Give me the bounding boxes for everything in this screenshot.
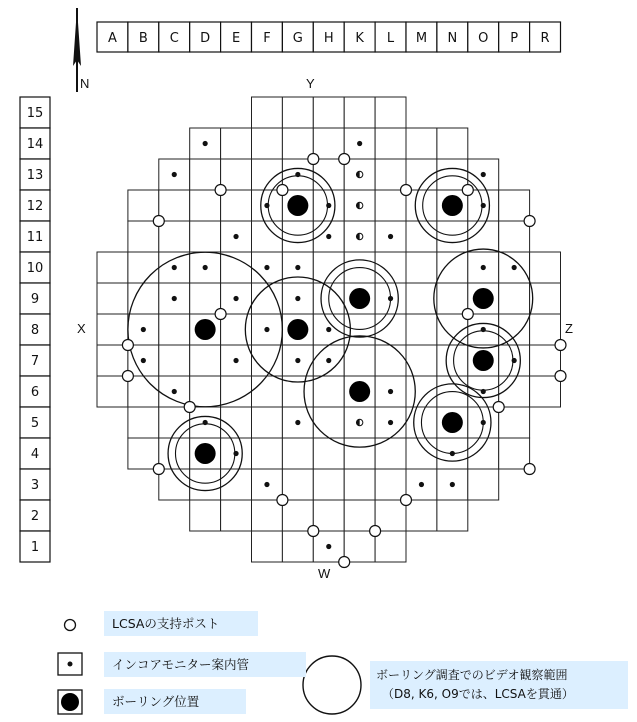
core-cell	[375, 500, 406, 531]
core-cell	[530, 283, 561, 314]
core-cell	[406, 252, 437, 283]
incore-guide-icon	[326, 327, 331, 332]
legend-guide-dot-icon	[68, 662, 73, 667]
core-cell	[375, 531, 406, 562]
core-cell	[313, 500, 344, 531]
lcsa-post-icon	[524, 216, 535, 227]
incore-guide-icon	[172, 296, 177, 301]
column-label: G	[292, 31, 303, 46]
core-cell	[159, 221, 190, 252]
core-cell	[128, 376, 159, 407]
incore-guide-icon	[264, 265, 269, 270]
core-cell	[406, 283, 437, 314]
incore-guide-icon	[326, 544, 331, 549]
column-label: K	[355, 31, 364, 46]
boring-position-icon	[442, 412, 463, 433]
incore-guide-icon	[264, 327, 269, 332]
legend-range-circle-icon	[303, 656, 361, 714]
core-cell	[530, 314, 561, 345]
column-label: D	[200, 31, 211, 46]
core-cell	[159, 190, 190, 221]
core-cell	[468, 438, 499, 469]
incore-guide-icon	[172, 172, 177, 177]
lcsa-post-icon	[215, 309, 226, 320]
core-cell	[282, 128, 313, 159]
core-cell	[252, 407, 283, 438]
boring-position-icon	[195, 319, 216, 340]
core-cell	[406, 314, 437, 345]
column-label: C	[169, 31, 179, 46]
incore-guide-icon	[481, 327, 486, 332]
row-label: 5	[30, 416, 40, 431]
core-cell	[375, 159, 406, 190]
column-label: H	[323, 31, 334, 46]
row-label: 8	[30, 323, 40, 338]
lcsa-post-icon	[524, 464, 535, 475]
direction-bottom: W	[318, 566, 331, 581]
core-cell	[190, 221, 221, 252]
row-label: 9	[30, 292, 40, 307]
direction-top: Y	[306, 76, 315, 91]
core-cell	[406, 128, 437, 159]
column-label: O	[478, 31, 489, 46]
column-label: P	[510, 31, 519, 46]
column-label: L	[386, 31, 395, 46]
lcsa-post-icon	[555, 371, 566, 382]
row-label: 3	[30, 478, 40, 493]
direction-left: X	[77, 321, 86, 336]
north-label: N	[80, 76, 90, 91]
incore-guide-icon	[388, 296, 393, 301]
core-cell	[282, 469, 313, 500]
core-cell	[437, 221, 468, 252]
core-cell	[282, 438, 313, 469]
incore-guide-icon	[357, 141, 362, 146]
incore-guide-icon	[141, 327, 146, 332]
incore-guide-icon	[203, 420, 208, 425]
row-label: 14	[26, 137, 44, 152]
incore-guide-icon	[481, 420, 486, 425]
core-cell	[313, 97, 344, 128]
lcsa-post-icon	[339, 557, 350, 568]
core-cell	[159, 438, 190, 469]
core-cell	[313, 469, 344, 500]
incore-guide-icon	[388, 389, 393, 394]
incore-guide-icon	[481, 265, 486, 270]
incore-guide-icon	[419, 482, 424, 487]
core-cell	[252, 376, 283, 407]
core-cell	[252, 97, 283, 128]
lcsa-post-icon	[462, 185, 473, 196]
incore-guide-icon	[264, 203, 269, 208]
core-cell	[313, 128, 344, 159]
incore-guide-icon	[172, 389, 177, 394]
column-label: E	[231, 31, 241, 46]
legend-boring-position: ボーリング位置	[104, 689, 246, 714]
core-cell	[375, 469, 406, 500]
boring-position-icon	[442, 195, 463, 216]
core-cell	[128, 283, 159, 314]
boring-position-icon	[349, 381, 370, 402]
boring-position-icon	[349, 288, 370, 309]
lcsa-post-icon	[493, 402, 504, 413]
core-cell	[128, 190, 159, 221]
lcsa-post-icon	[308, 154, 319, 165]
core-cell	[530, 345, 561, 376]
legend-video-range-line2: （D8, K6, O9では、LCSAを貫通）	[382, 687, 574, 701]
incore-guide-icon	[233, 358, 238, 363]
row-header	[20, 97, 50, 562]
core-cell	[221, 376, 252, 407]
lcsa-post-icon	[462, 309, 473, 320]
core-cell	[128, 252, 159, 283]
core-cell	[190, 376, 221, 407]
core-cell	[375, 190, 406, 221]
row-label: 11	[26, 230, 44, 245]
core-cell	[375, 252, 406, 283]
legend-post-icon	[65, 620, 76, 631]
incore-guide-icon	[203, 141, 208, 146]
core-cell	[499, 190, 530, 221]
core-cell	[97, 283, 128, 314]
core-cell	[375, 345, 406, 376]
lcsa-post-icon	[308, 526, 319, 537]
column-label: M	[415, 31, 428, 46]
lcsa-post-icon	[153, 216, 164, 227]
legend-video-range	[370, 661, 628, 709]
row-label: 13	[26, 168, 44, 183]
core-cell	[375, 438, 406, 469]
core-cell	[499, 438, 530, 469]
legend-video-range-line1: ボーリング調査でのビデオ観察範囲	[376, 668, 568, 682]
core-cell	[437, 128, 468, 159]
core-cell	[375, 128, 406, 159]
incore-guide-icon	[388, 234, 393, 239]
boring-position-icon	[287, 319, 308, 340]
incore-guide-icon	[295, 172, 300, 177]
core-cell	[499, 407, 530, 438]
core-cell	[344, 500, 375, 531]
core-cell	[406, 345, 437, 376]
core-cell	[344, 345, 375, 376]
core-cell	[344, 97, 375, 128]
core-cell	[159, 314, 190, 345]
core-cell	[282, 221, 313, 252]
core-cell	[221, 252, 252, 283]
incore-guide-icon	[172, 265, 177, 270]
core-cell	[530, 252, 561, 283]
core-cell	[437, 500, 468, 531]
incore-guide-icon	[326, 234, 331, 239]
lcsa-post-icon	[184, 402, 195, 413]
incore-guide-icon	[326, 203, 331, 208]
incore-guide-icon	[141, 358, 146, 363]
core-cell	[190, 159, 221, 190]
lcsa-post-icon	[401, 495, 412, 506]
core-cell	[313, 438, 344, 469]
core-cell	[499, 221, 530, 252]
incore-guide-icon	[450, 451, 455, 456]
legend-incore-guide: インコアモニター案内管	[104, 652, 306, 677]
incore-guide-icon	[481, 389, 486, 394]
core-cell	[313, 376, 344, 407]
core-cell	[313, 407, 344, 438]
incore-guide-icon	[233, 296, 238, 301]
lcsa-post-icon	[277, 185, 288, 196]
core-cell	[499, 283, 530, 314]
incore-guide-icon	[295, 296, 300, 301]
incore-guide-icon	[295, 420, 300, 425]
core-cell	[97, 345, 128, 376]
column-label: B	[138, 31, 148, 46]
core-cell	[530, 376, 561, 407]
core-cell	[468, 469, 499, 500]
core-cell	[282, 97, 313, 128]
core-cell	[252, 128, 283, 159]
legend-lcsa-post: LCSAの支持ポスト	[104, 611, 258, 636]
core-cell	[282, 500, 313, 531]
incore-guide-icon	[512, 358, 517, 363]
incore-guide-icon	[233, 234, 238, 239]
core-cell	[252, 438, 283, 469]
core-cell	[252, 500, 283, 531]
lcsa-post-icon	[153, 464, 164, 475]
column-header	[97, 22, 561, 52]
incore-guide-icon	[326, 358, 331, 363]
core-cell	[221, 190, 252, 221]
lcsa-post-icon	[370, 526, 381, 537]
lcsa-post-icon	[555, 340, 566, 351]
legend-boring-dot-icon	[61, 693, 79, 711]
core-cell	[190, 345, 221, 376]
core-cell	[282, 531, 313, 562]
incore-guide-icon	[295, 358, 300, 363]
row-label: 10	[26, 261, 44, 276]
core-cell	[344, 438, 375, 469]
lcsa-post-icon	[339, 154, 350, 165]
row-label: 6	[30, 385, 40, 400]
core-cell	[437, 283, 468, 314]
incore-guide-icon	[481, 172, 486, 177]
core-cell	[437, 252, 468, 283]
row-label: 2	[30, 509, 40, 524]
core-cell	[437, 345, 468, 376]
lcsa-post-icon	[122, 340, 133, 351]
core-cell	[190, 500, 221, 531]
row-label: 4	[30, 447, 40, 462]
column-label: A	[107, 31, 117, 46]
core-cell	[221, 159, 252, 190]
lcsa-post-icon	[215, 185, 226, 196]
core-cell	[406, 376, 437, 407]
boring-position-icon	[195, 443, 216, 464]
incore-guide-icon	[295, 265, 300, 270]
incore-guide-icon	[512, 265, 517, 270]
column-label: R	[540, 31, 550, 46]
row-label: 1	[30, 540, 40, 555]
core-cell	[344, 469, 375, 500]
incore-guide-icon	[233, 451, 238, 456]
incore-guide-icon	[450, 482, 455, 487]
lcsa-post-icon	[277, 495, 288, 506]
boring-position-icon	[287, 195, 308, 216]
row-label: 12	[26, 199, 44, 214]
core-cell	[252, 531, 283, 562]
direction-right: Z	[565, 321, 573, 336]
incore-guide-icon	[264, 482, 269, 487]
row-label: 15	[26, 106, 44, 121]
core-cell	[128, 438, 159, 469]
row-label: 7	[30, 354, 40, 369]
core-cell	[190, 469, 221, 500]
column-label: F	[263, 31, 271, 46]
core-cell	[375, 314, 406, 345]
lcsa-post-icon	[401, 185, 412, 196]
column-label: N	[447, 31, 458, 46]
core-cell	[313, 252, 344, 283]
lcsa-post-icon	[122, 371, 133, 382]
core-cell	[221, 128, 252, 159]
incore-guide-icon	[388, 420, 393, 425]
core-cell	[159, 345, 190, 376]
incore-guide-icon	[203, 265, 208, 270]
boring-position-icon	[473, 350, 494, 371]
core-cell	[221, 500, 252, 531]
core-cell	[128, 221, 159, 252]
core-cell	[406, 438, 437, 469]
core-cell	[375, 97, 406, 128]
core-cell	[97, 376, 128, 407]
core-cell	[406, 190, 437, 221]
core-cell	[97, 252, 128, 283]
core-cell	[190, 190, 221, 221]
core-cell	[406, 500, 437, 531]
core-cell	[190, 283, 221, 314]
core-cell	[97, 314, 128, 345]
core-cell	[437, 159, 468, 190]
incore-guide-icon	[481, 203, 486, 208]
core-cell	[128, 407, 159, 438]
boring-position-icon	[473, 288, 494, 309]
core-cell	[344, 531, 375, 562]
